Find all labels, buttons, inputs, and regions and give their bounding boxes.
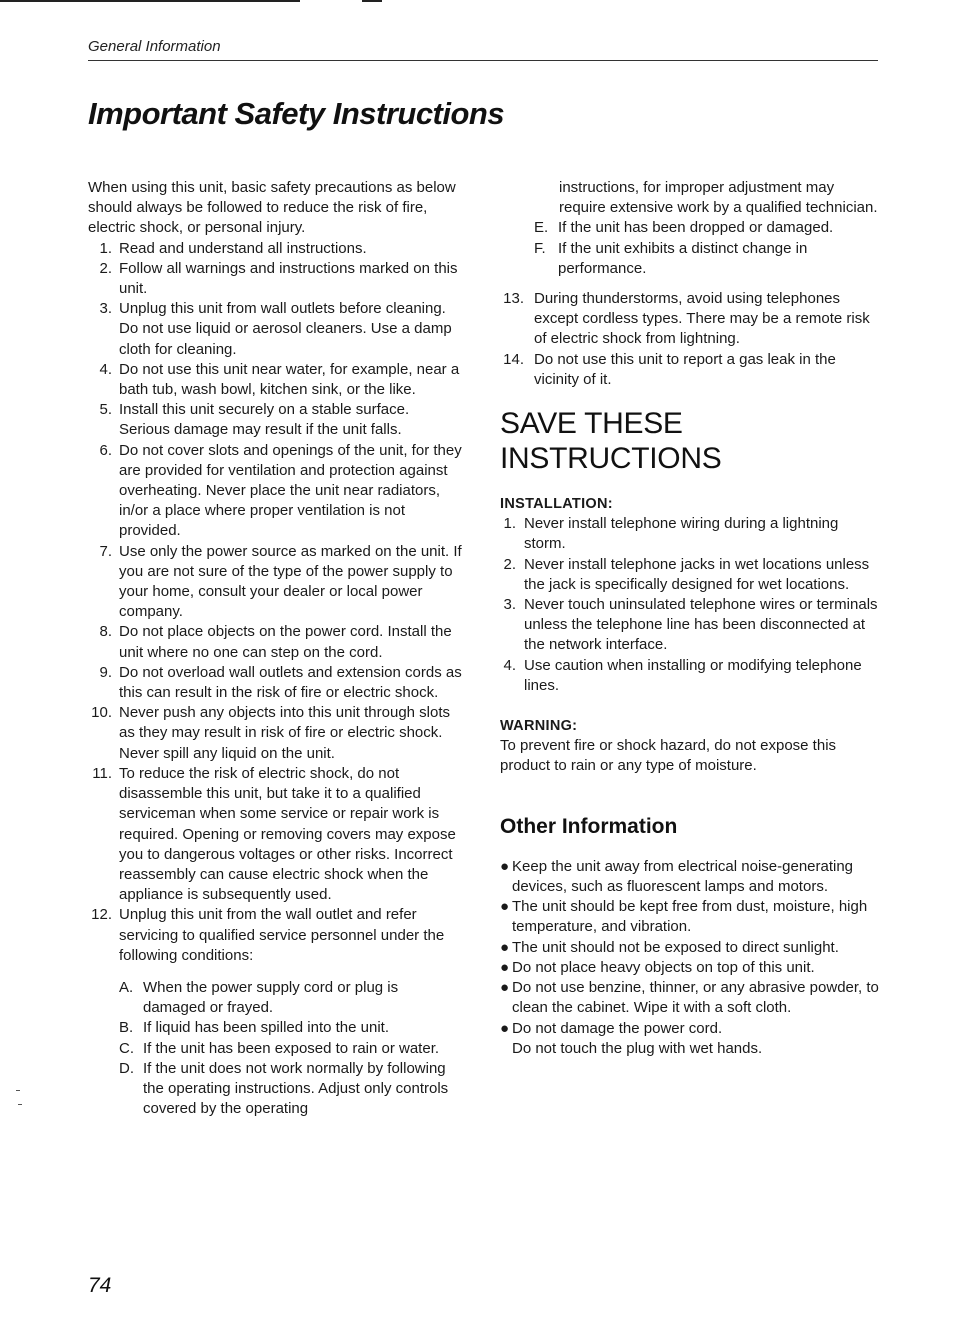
list-item: F. If the unit exhibits a distinct change in performance. (534, 239, 808, 277)
margin-mark (18, 1104, 22, 1105)
top-edge-rule (0, 0, 300, 2)
save-instructions-title: SAVE THESE INSTRUCTIONS (500, 407, 722, 476)
list-item: 4. Do not use this unit near water, for example, near a bath tub, wash bowl, kitchen sink, or the like. (99, 360, 460, 399)
list-item: C. If the unit has been exposed to rain or water. (119, 1039, 440, 1057)
list-item: 12. Unplug this unit from the wall outlet and refer servicing to qualified service personnel under the following conditions: (91, 906, 445, 964)
list-item: ● Keep the unit away from electrical noise-generating devices, such as fluorescent lamps and motors. (500, 857, 854, 896)
bullet-icon: ● (500, 979, 510, 997)
list-item: 5. Install this unit securely on a stable surface. Serious damage may result if the unit falls. (99, 401, 410, 439)
bullet-icon: ● (500, 958, 510, 976)
other-information-list (500, 857, 880, 1059)
conditions-list-continued (500, 218, 880, 279)
list-item: B. If liquid has been spilled into the unit. (119, 1019, 389, 1037)
list-item: E. If the unit has been dropped or damaged. (534, 219, 834, 237)
list-item: ● The unit should be kept free from dust, moisture, high temperature, and vibration. (500, 898, 868, 936)
list-item: ● Do not use benzine, thinner, or any abrasive powder, to clean the cabinet. Wipe it with a soft cloth. (500, 979, 879, 1017)
list-item: 14. Do not use this unit to report a gas leak in the vicinity of it. (503, 350, 836, 388)
margin-mark (16, 1090, 20, 1091)
list-item: 13. During thunderstorms, avoid using telephones except cordless types. There may be a remote risk of electric shock from lightning. (503, 290, 870, 348)
intro-paragraph: When using this unit, basic safety precautions as below should always be followed to reduce the risk of fire, electric shock, or personal injury. (88, 179, 456, 237)
top-edge-mark (362, 0, 382, 2)
list-item: 10. Never push any objects into this unit through slots as they may result in risk of fire or electric shock. Never spill any liquid on the unit. (91, 704, 451, 762)
page-title: Important Safety Instructions (88, 96, 505, 131)
list-item: 3. Never touch uninsulated telephone wires or terminals unless the telephone line has been disconnected at the network interface. (503, 596, 878, 654)
bullet-icon: ● (500, 898, 510, 916)
installation-heading: INSTALLATION: (500, 496, 613, 513)
section-label: General Information (88, 38, 221, 55)
list-item: 6. Do not cover slots and openings of the unit, for they are provided for ventilation and protection against overheating. Never place the unit near radiators, in/or a place where proper ventilation is not provided. (99, 441, 462, 540)
list-item: A. When the power supply cord or plug is damaged or frayed. (119, 978, 399, 1017)
list-item: 7. Use only the power source as marked on the unit. If you are not sure of the type of the power supply to your home, consult your dealer or local power company. (99, 542, 462, 621)
left-column (88, 178, 463, 1119)
list-item: 1. Read and understand all instructions. (99, 239, 367, 257)
page-number: 74 (88, 1274, 112, 1297)
list-item: 11. To reduce the risk of electric shock, do not disassemble this unit, but take it to a qualified serviceman when some service or repair work is required. Opening or removing covers may expose you to dangerous voltages or other risks. Incorrect reassembly can cause electric shock when the appliance is subsequently used. (92, 764, 456, 904)
list-item: 3. Unplug this unit from wall outlets before cleaning. Do not use liquid or aerosol cleaners. Use a damp cloth for cleaning. (99, 300, 452, 358)
warning-text: To prevent fire or shock hazard, do not expose this product to rain or any type of moisture. (500, 737, 837, 775)
header-rule (88, 60, 878, 61)
list-item-continuation: Do not touch the plug with wet hands. (512, 1039, 763, 1057)
list-item: ● Do not damage the power cord. (500, 1019, 880, 1039)
bullet-icon: ● (500, 1019, 510, 1037)
list-item: 2. Follow all warnings and instructions marked on this unit. (99, 259, 458, 298)
safety-list (88, 239, 463, 966)
right-column (500, 178, 880, 1059)
conditions-list (88, 978, 463, 1119)
bullet-icon: ● (500, 938, 510, 956)
list-item: 1. Never install telephone wiring during a lightning storm. (503, 515, 839, 553)
list-item: 4. Use caution when installing or modifying telephone lines. (503, 656, 862, 694)
continuation-text: instructions, for improper adjustment may require extensive work by a qualified technician. (559, 179, 878, 217)
warning-heading: WARNING: (500, 718, 578, 735)
list-item: D. If the unit does not work normally by following the operating instructions. Adjust only controls covered by the operating (119, 1059, 449, 1118)
installation-list (500, 514, 880, 696)
list-item: ● The unit should not be exposed to direct sunlight. (500, 938, 880, 958)
list-item: ● Do not place heavy objects on top of this unit. (500, 958, 880, 978)
list-item: 8. Do not place objects on the power cord. Install the unit where no one can step on the cord. (99, 623, 452, 661)
safety-list-continued (500, 289, 880, 390)
bullet-icon: ● (500, 857, 510, 875)
list-item: 9. Do not overload wall outlets and extension cords as this can result in the risk of fire or electric shock. (99, 663, 462, 702)
list-item: 2. Never install telephone jacks in wet locations unless the jack is specifically designed for wet locations. (503, 555, 870, 593)
other-information-heading: Other Information (500, 814, 678, 838)
